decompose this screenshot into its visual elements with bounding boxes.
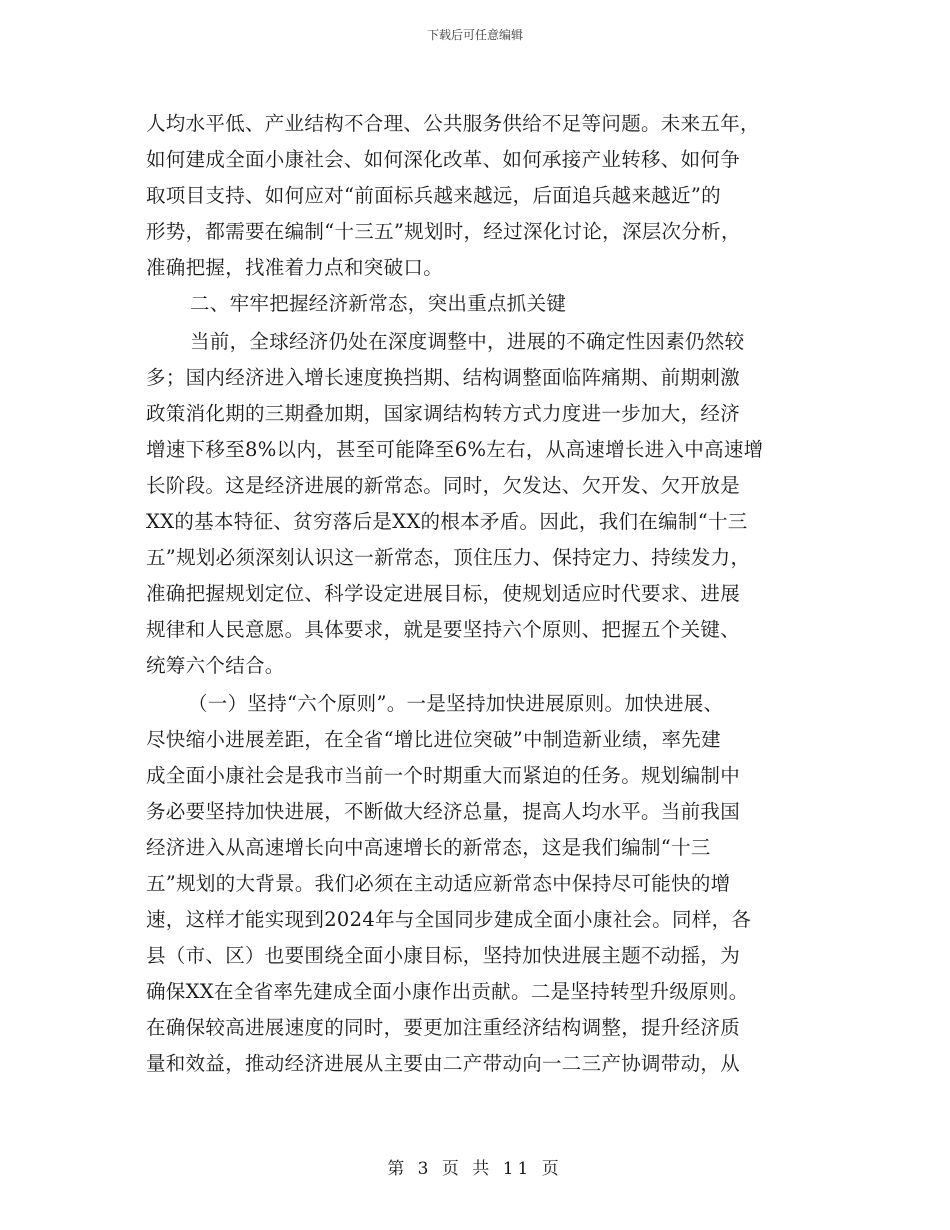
body-line: 规律和人民意愿。具体要求，就是要坚持六个原则、把握五个关键、 [146, 618, 741, 641]
body-line: 人均水平低、产业结构不合理、公共服务供给不足等问题。未来五年， [146, 112, 760, 135]
body-line: 准确把握规划定位、科学设定进展目标，使规划适应时代要求、进展 [146, 582, 741, 605]
body-line: 县（市、区）也要围绕全面小康目标，坚持加快进展主题不动摇，为 [146, 944, 741, 967]
body-line: 经济进入从高速增长向中高速增长的新常态，这是我们编制“十三 [146, 836, 711, 859]
body-line: 长阶段。这是经济进展的新常态。同时，欠发达、欠开发、欠开放是 [146, 474, 741, 497]
body-line: 速，这样才能实现到2024年与全国同步建成全面小康社会。同样，各 [146, 908, 752, 931]
body-line: 务必要坚持加快进展，不断做大经济总量，提高人均水平。当前我国 [146, 800, 741, 823]
body-line: 量和效益，推动经济进展从主要由二产带动向一二三产协调带动，从 [146, 1052, 741, 1075]
body-line: 确保XX在全省率先建成全面小康作出贡献。二是坚持转型升级原则。 [146, 980, 749, 1003]
body-line: 五”规划必须深刻认识这一新常态，顶住压力、保持定力、持续发力， [146, 546, 751, 569]
subsection-heading: （一）坚持“六个原则”。一是坚持加快进展原则。加快进展、 [188, 692, 724, 715]
page-footer: 第 3 页 共 11 页 [387, 1159, 563, 1179]
document-body [146, 106, 806, 1082]
body-line: 形势，都需要在编制“十三五”规划时，经过深化讨论，深层次分析， [146, 220, 741, 243]
body-line: 成全面小康社会是我市当前一个时期重大而紧迫的任务。规划编制中 [146, 764, 741, 787]
body-line: 统筹六个结合。 [146, 654, 285, 677]
body-line: 尽快缩小进展差距，在全省“增比进位突破”中制造新业绩，率先建 [146, 728, 721, 751]
body-line: 五”规划的大背景。我们必须在主动适应新常态中保持尽可能快的增 [146, 872, 731, 895]
body-line: 多；国内经济进入增长速度换挡期、结构调整面临阵痛期、前期刺激 [146, 366, 741, 389]
body-line: 取项目支持、如何应对“前面标兵越来越远，后面追兵越来越近”的 [146, 184, 721, 207]
section-heading: 二、牢牢把握经济新常态，突出重点抓关键 [190, 292, 567, 315]
body-line: 增速下移至8%以内，甚至可能降至6%左右，从高速增长进入中高速增 [146, 438, 764, 461]
page-header: 下载后可任意编辑 [426, 28, 523, 42]
body-line: 准确把握，找准着力点和突破口。 [146, 256, 444, 279]
body-line: XX的基本特征、贫穷落后是XX的根本矛盾。因此，我们在编制“十三 [146, 510, 748, 533]
body-line: 在确保较高进展速度的同时，要更加注重经济结构调整，提升经济质 [146, 1016, 741, 1039]
body-line: 当前，全球经济仍处在深度调整中，进展的不确定性因素仍然较 [190, 330, 745, 353]
body-line: 如何建成全面小康社会、如何深化改革、如何承接产业转移、如何争 [146, 148, 741, 171]
body-line: 政策消化期的三期叠加期，国家调结构转方式力度进一步加大，经济 [146, 402, 741, 425]
